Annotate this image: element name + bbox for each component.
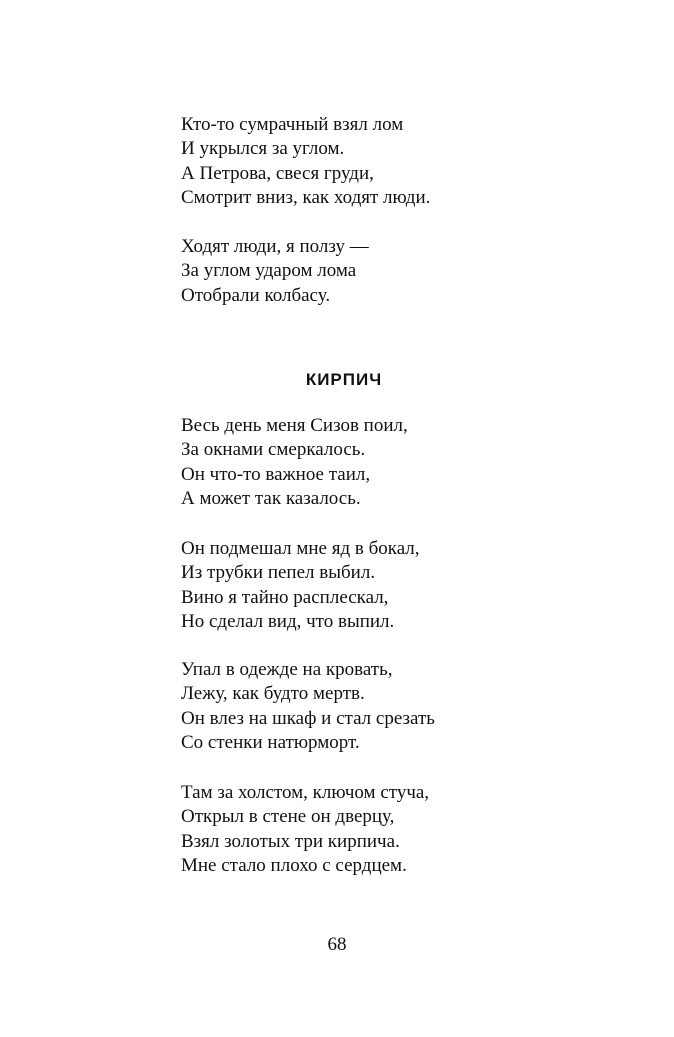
stanza [181, 113, 621, 210]
poem-line: Вино я тайно расплескал, [181, 586, 389, 608]
poem-line: Он что-то важное таил, [181, 463, 371, 485]
page-number: 68 [327, 934, 347, 955]
stanza [181, 235, 621, 308]
poem-line: Кто-то сумрачный взял лом [181, 114, 404, 135]
poem-line: Упал в одежде на кровать, [181, 659, 393, 680]
stanza [181, 537, 621, 634]
poem-line: А Петрова, свеся груди, [181, 162, 374, 184]
stanza [181, 414, 621, 511]
poem-line: За окнами смеркалось. [181, 439, 366, 461]
poem-line: Из трубки пепел выбил. [181, 562, 376, 584]
stanza [181, 658, 621, 755]
poem-line: Весь день меня Сизов поил, [181, 415, 408, 436]
poem-line: И укрылся за углом. [181, 138, 345, 160]
poem-line: Мне стало плохо с сердцем. [181, 854, 407, 876]
poem-line: А может так казалось. [181, 487, 361, 509]
poem-line: Ходят люди, я ползу — [181, 236, 369, 257]
stanza [181, 781, 621, 878]
poem-line: Взял золотых три кирпича. [181, 830, 400, 852]
poem-line: Смотрит вниз, как ходят люди. [181, 186, 431, 208]
poem-line: Лежу, как будто мертв. [181, 683, 365, 705]
poem-line: За углом ударом лома [181, 260, 357, 282]
poem-line: Там за холстом, ключом стуча, [181, 782, 430, 803]
poem-line: Но сделал вид, что выпил. [181, 610, 395, 632]
poem-title: КИРПИЧ [305, 370, 383, 389]
poem-line: Он влез на шкаф и стал срезать [181, 707, 435, 729]
poem-line: Отобрали колбасу. [181, 284, 331, 306]
poem-line: Он подмешал мне яд в бокал, [181, 538, 420, 559]
poem-line: Открыл в стене он дверцу, [181, 806, 395, 828]
poem-line: Со стенки натюрморт. [181, 731, 360, 753]
